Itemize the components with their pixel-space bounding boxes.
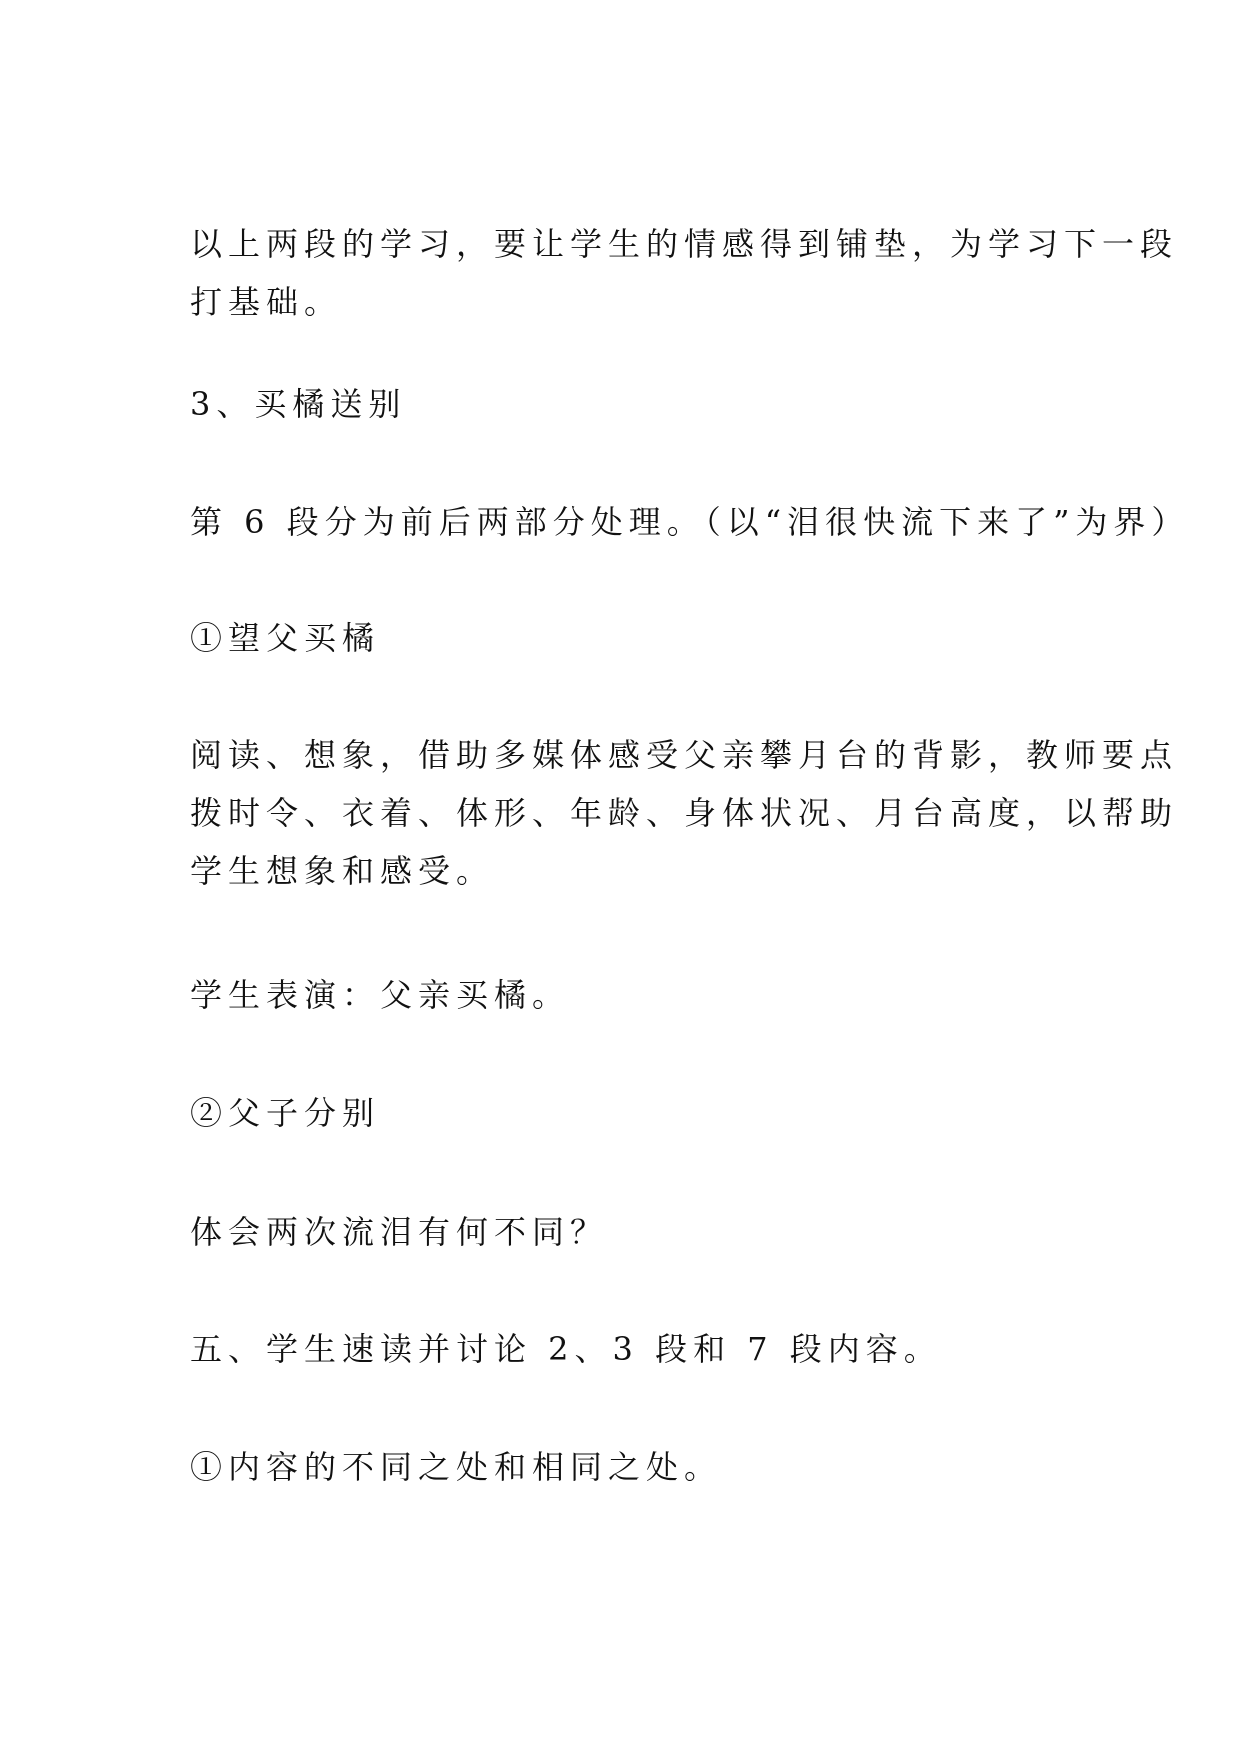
section-heading-3 [190, 375, 1070, 433]
paragraph-line: 拨时令、衣着、体形、年龄、身体状况、月台高度，以帮助 [190, 794, 1179, 832]
section-heading-5 [190, 1320, 1070, 1378]
paragraph-line: 打基础。 [190, 283, 343, 321]
heading-line: ②父子分别 [190, 1094, 381, 1132]
paragraph-line: 学生想象和感受。 [190, 852, 495, 890]
heading-line: ①望父买橘 [190, 619, 381, 657]
heading-line: 五、学生速读并讨论 2、3 段和 7 段内容。 [190, 1330, 942, 1368]
heading-line: 3、买橘送别 [190, 385, 407, 423]
paragraph-reading [190, 726, 1179, 900]
paragraph-line: 第 6 段分为前后两部分处理。（以“泪很快流下来了”为界） [190, 503, 1190, 541]
paragraph-performance [190, 966, 1070, 1024]
subheading-content [190, 1438, 1070, 1496]
paragraph-line: ①内容的不同之处和相同之处。 [190, 1448, 723, 1486]
paragraph-question [190, 1203, 1070, 1261]
paragraph-line: 体会两次流泪有何不同？ [190, 1213, 609, 1251]
subheading-2 [190, 1084, 1070, 1142]
paragraph-line: 学生表演：父亲买橘。 [190, 976, 571, 1014]
subheading-1 [190, 609, 1070, 667]
paragraph-line: 阅读、想象，借助多媒体感受父亲攀月台的背影，教师要点 [190, 736, 1179, 774]
paragraph-section-6 [190, 493, 1190, 551]
paragraph-line: 以上两段的学习，要让学生的情感得到铺垫，为学习下一段 [190, 225, 1179, 263]
paragraph-intro [190, 215, 1179, 331]
